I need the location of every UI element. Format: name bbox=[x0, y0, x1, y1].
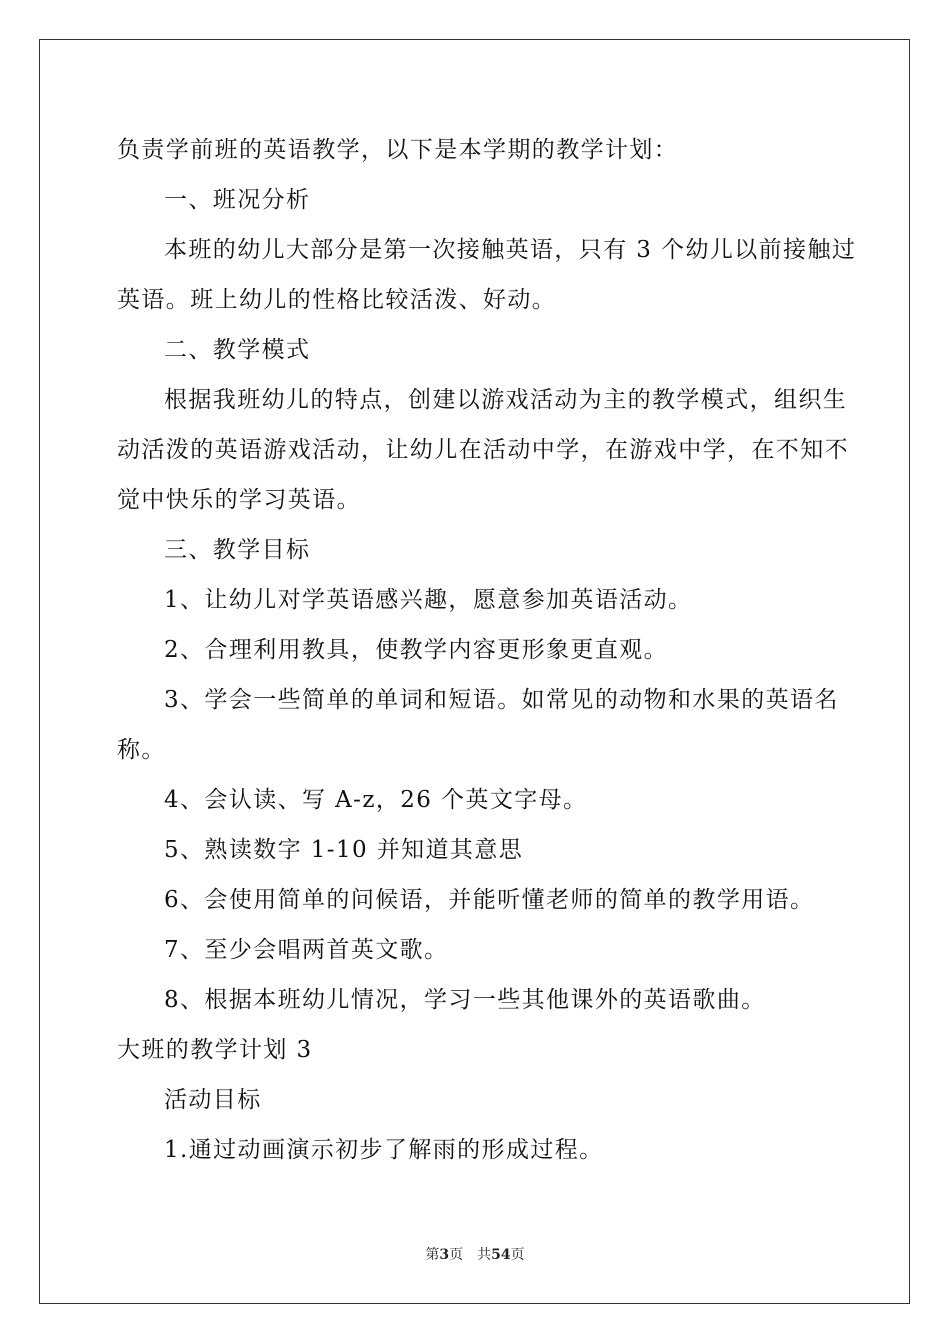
goal-item-3-continued: 称。 bbox=[117, 737, 166, 763]
goal-item-3: 3、学会一些简单的单词和短语。如常见的动物和水果的英语名 bbox=[164, 687, 839, 713]
footer-page-number: 3 bbox=[439, 1247, 450, 1263]
goal-item-2: 2、合理利用教具，使教学内容更形象更直观。 bbox=[164, 637, 669, 663]
text-line-3: 本班的幼儿大部分是第一次接触英语，只有 3 个幼儿以前接触过 bbox=[164, 237, 857, 263]
section-heading-class-analysis: 一、班况分析 bbox=[164, 187, 311, 213]
document-body bbox=[117, 125, 857, 1175]
activity-goal-1: 1.通过动画演示初步了解雨的形成过程。 bbox=[164, 1137, 604, 1163]
text-line-7: 动活泼的英语游戏活动，让幼儿在活动中学，在游戏中学，在不知不 bbox=[117, 437, 849, 463]
text-line-1: 负责学前班的英语教学，以下是本学期的教学计划： bbox=[117, 137, 679, 163]
goal-item-8: 8、根据本班幼儿情况，学习一些其他课外的英语歌曲。 bbox=[164, 987, 766, 1013]
section-heading-activity-goals: 活动目标 bbox=[164, 1087, 262, 1113]
page-footer bbox=[0, 1245, 950, 1265]
footer-page-suffix: 页 bbox=[449, 1247, 464, 1263]
plan-title: 大班的教学计划 3 bbox=[117, 1037, 313, 1063]
text-line-8: 觉中快乐的学习英语。 bbox=[117, 487, 361, 513]
footer-total-pages: 54 bbox=[491, 1247, 511, 1263]
goal-item-7: 7、至少会唱两首英文歌。 bbox=[164, 937, 449, 963]
goal-item-6: 6、会使用简单的问候语，并能听懂老师的简单的教学用语。 bbox=[164, 887, 815, 913]
goal-item-5: 5、熟读数字 1-10 并知道其意思 bbox=[164, 837, 524, 863]
section-heading-teaching-goals: 三、教学目标 bbox=[164, 537, 311, 563]
goal-item-4: 4、会认读、写 A-z，26 个英文字母。 bbox=[164, 787, 588, 813]
section-heading-teaching-mode: 二、教学模式 bbox=[164, 337, 311, 363]
footer-page-prefix: 第 bbox=[425, 1247, 440, 1263]
text-line-6: 根据我班幼儿的特点，创建以游戏活动为主的教学模式，组织生 bbox=[164, 387, 848, 413]
footer-total-prefix: 共 bbox=[477, 1247, 492, 1263]
goal-item-1: 1、让幼儿对学英语感兴趣，愿意参加英语活动。 bbox=[164, 587, 693, 613]
footer-total-suffix: 页 bbox=[510, 1247, 525, 1263]
text-line-4: 英语。班上幼儿的性格比较活泼、好动。 bbox=[117, 287, 557, 313]
